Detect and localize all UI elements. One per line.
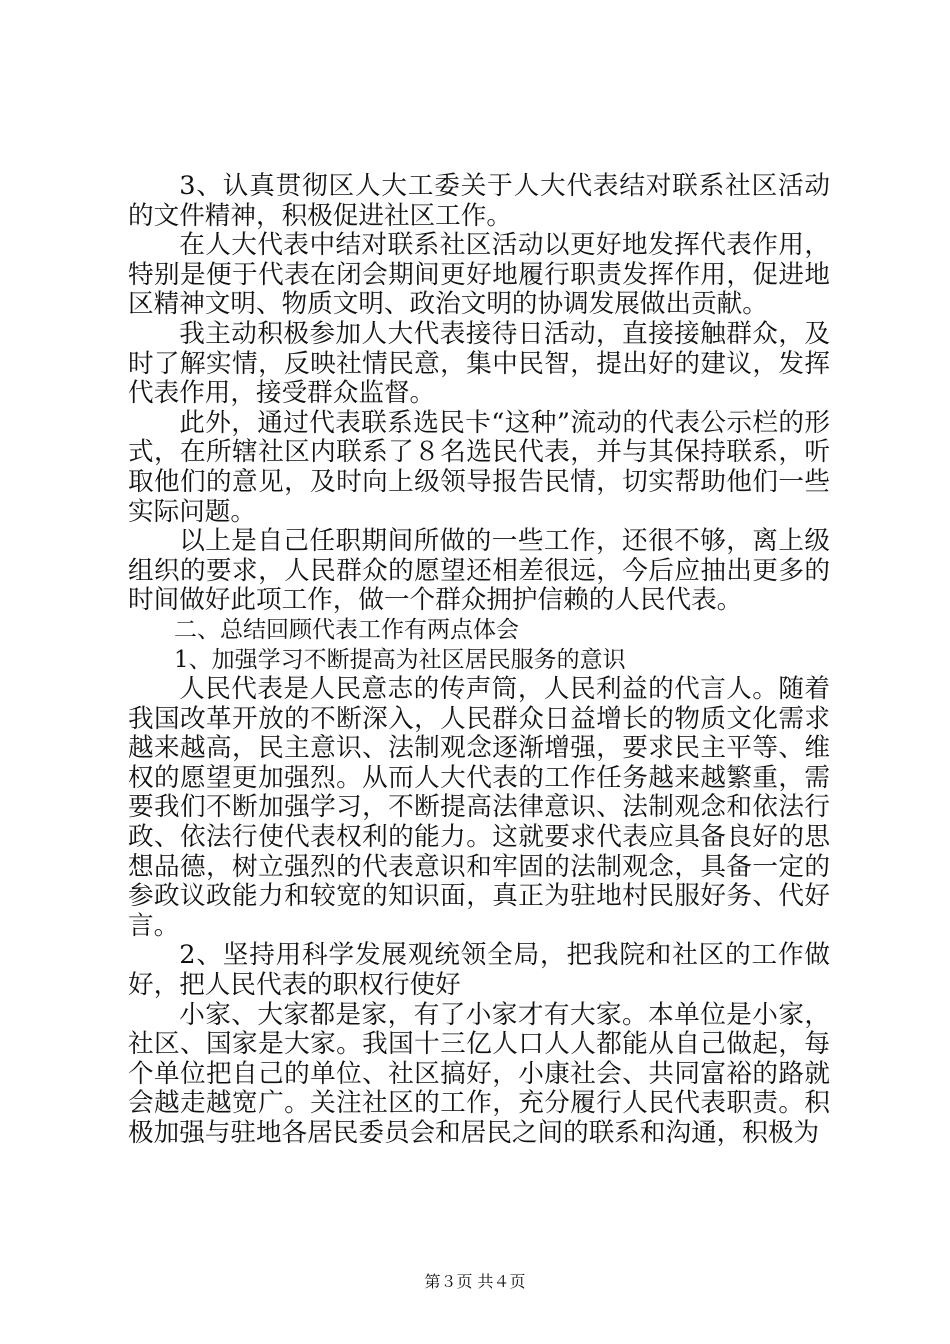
paragraph-5: 以上是自己任职期间所做的一些工作，还很不够，离上级组织的要求，人民群众的愿望还相差很远，今后应抽出更多的时间做好此项工作，做一个群众拥护信赖的人民代表。 (128, 526, 830, 616)
section-heading-2: 二、总结回顾代表工作有两点体会 (174, 616, 519, 643)
paragraph-7: 小家、大家都是家，有了小家才有大家。本单位是小家，社区、国家是大家。我国十三亿人口人人都能从自己做起，每个单位把自己的单位、社区搞好，小康社会、共同富裕的路就会越走越宽广。关注社区的工作，充分履行人民代表职责。积极加强与驻地各居民委员会和居民之间的联系和沟通，积极为 (128, 999, 830, 1148)
paragraph-2: 在人大代表中结对联系社区活动以更好地发挥代表作用，特别是便于代表在闭会期间更好地履行职责发挥作用，促进地区精神文明、物质文明、政治文明的协调发展做出贡献。 (128, 230, 830, 320)
subheading-2: 2、坚持用科学发展观统领全局，把我院和社区的工作做好，把人民代表的职权行使好 (128, 940, 830, 1001)
paragraph-6: 人民代表是人民意志的传声筒，人民利益的代言人。随着我国改革开放的不断深入，人民群众日益增长的物质文化需求越来越高，民主意识、法制观念逐渐增强，要求民主平等、维权的愿望更加强烈。从而人大代表的工作任务越来越繁重，需要我们不断加强学习，不断提高法律意识、法制观念和依法行政、依法行使代表权利的能力。这就要求代表应具备良好的思想品德，树立强烈的代表意识和牢固的法制观念，具备一定的参政议政能力和较宽的知识面，真正为驻地村民服好务、代好言。 (128, 674, 830, 941)
paragraph-3: 我主动积极参加人大代表接待日活动，直接接触群众，及时了解实情，反映社情民意，集中民智，提出好的建议，发挥代表作用，接受群众监督。 (128, 318, 830, 409)
paragraph-4: 此外，通过代表联系选民卡“这种”流动的代表公示栏的形式，在所辖社区内联系了８名选民代表，并与其保持联系，听取他们的意见，及时向上级领导报告民情，切实帮助他们一些实际问题。 (128, 407, 830, 527)
paragraph-1: 3、认真贯彻区人大工委关于人大代表结对联系社区活动的文件精神，积极促进社区工作。 (128, 171, 830, 231)
page-footer: 第３页 共４页 (424, 1272, 526, 1291)
subheading-1: 1、加强学习不断提高为社区居民服务的意识 (174, 646, 626, 673)
document-body (128, 172, 830, 1149)
